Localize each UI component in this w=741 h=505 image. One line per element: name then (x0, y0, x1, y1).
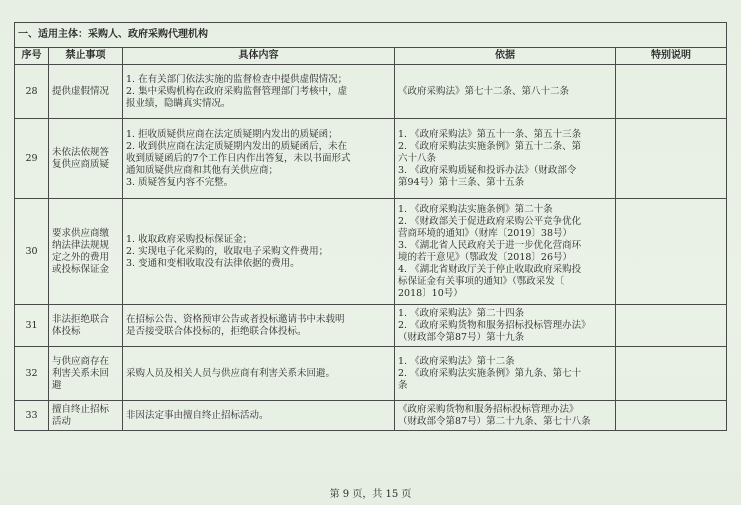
prohibited-item-line: 非法拒绝联合 (52, 313, 110, 325)
specific-content (123, 119, 395, 199)
special-note (616, 401, 727, 431)
specific-content-line: 非因法定事由擅自终止招标活动。 (126, 409, 269, 421)
legal-basis-line: 2. 《财政部关于促进政府采购公平竞争优化 (398, 215, 582, 227)
prohibition-table (14, 22, 727, 431)
specific-content (123, 65, 395, 119)
row-number: 33 (15, 401, 49, 431)
specific-content-line: 在招标公告、资格预审公告或者投标邀请书中未载明 (126, 313, 345, 325)
specific-content (123, 401, 395, 431)
legal-basis (395, 65, 616, 119)
prohibited-item (49, 119, 123, 199)
prohibited-item (49, 305, 123, 347)
prohibited-item-line: 要求供应商缴 (52, 227, 110, 239)
table-row (15, 401, 727, 431)
legal-basis-line: 2. 《政府采购法实施条例》第五十二条、第 (398, 140, 582, 152)
page-footer: 第 9 页，共 15 页 (329, 489, 412, 500)
specific-content-line: 是否接受联合体投标的，拒绝联合体投标。 (126, 325, 307, 337)
special-note (616, 347, 727, 401)
prohibited-item (49, 347, 123, 401)
specific-content-line: 2. 收到供应商在法定质疑期内发出的质疑函后，未在 (126, 140, 348, 152)
specific-content-line: 3. 质疑答复内容不完整。 (126, 176, 234, 188)
prohibited-item (49, 199, 123, 305)
specific-content-line: 1. 收取政府采购投标保证金； (126, 233, 253, 245)
specific-content (123, 199, 395, 305)
prohibited-item-line: 擅自终止招标 (52, 403, 110, 415)
legal-basis (395, 119, 616, 199)
table-row (15, 199, 727, 305)
header-basis: 依据 (395, 48, 616, 65)
legal-basis-line: 1. 《政府采购法》第五十一条、第五十三条 (398, 128, 582, 140)
legal-basis-line: 标保证金有关事项的通知》（鄂政采发〔 (398, 275, 565, 287)
legal-basis-line: （财政部令第87号）第二十九条、第七十八条 (398, 415, 591, 427)
specific-content-line: 2. 集中采购机构在政府采购监督管理部门考核中，虚 (126, 85, 348, 97)
prohibited-item-line: 与供应商存在 (52, 355, 110, 367)
row-number: 30 (15, 199, 49, 305)
table-row (15, 305, 727, 347)
legal-basis-line: （财政部令第87号）第十九条 (398, 331, 525, 343)
prohibited-item-line: 未依法依规答 (52, 146, 110, 158)
prohibited-item-line: 体投标 (52, 325, 81, 337)
legal-basis (395, 199, 616, 305)
prohibited-item-line: 避 (52, 379, 62, 391)
legal-basis-line: 六十八条 (398, 152, 437, 164)
specific-content-line: 通知质疑供应商和其他有关供应商； (126, 164, 279, 176)
prohibited-item-line: 定之外的费用 (52, 251, 110, 263)
legal-basis (395, 401, 616, 431)
header-content: 具体内容 (123, 48, 395, 65)
prohibited-item (49, 401, 123, 431)
prohibited-item-line: 提供虚假情况 (52, 85, 110, 97)
specific-content-line: 1. 拒收质疑供应商在法定质疑期内发出的质疑函； (126, 128, 338, 140)
section-title: 一、适用主体：采购人、政府采购代理机构 (15, 23, 727, 48)
legal-basis-line: 营商环境的通知》（财库〔2019〕38号） (398, 227, 573, 239)
row-number: 29 (15, 119, 49, 199)
prohibited-item-line: 利害关系未回 (52, 367, 110, 379)
specific-content-line: 3. 变通和变相收取没有法律依据的费用。 (126, 257, 300, 269)
specific-content (123, 347, 395, 401)
header-item: 禁止事项 (49, 48, 123, 65)
legal-basis-line: 1. 《政府采购法》第十二条 (398, 355, 515, 367)
legal-basis-line: 境的若干意见》（鄂政发〔2018〕26号） (398, 251, 573, 263)
legal-basis-line: 2. 《政府采购货物和服务招标投标管理办法》 (398, 319, 591, 331)
table-row (15, 65, 727, 119)
header-row (15, 48, 727, 65)
table-row (15, 119, 727, 199)
legal-basis-line: 条 (398, 379, 408, 391)
legal-basis-line: 3. 《政府采购质疑和投诉办法》（财政部令 (398, 164, 577, 176)
specific-content-line: 收到质疑函后的7个工作日内作出答复，未以书面形式 (126, 152, 351, 164)
legal-basis-line: 1. 《政府采购法》第二十四条 (398, 307, 525, 319)
legal-basis-line: 《政府采购货物和服务招标投标管理办法》 (398, 403, 579, 415)
prohibited-item (49, 65, 123, 119)
legal-basis-line: 3. 《湖北省人民政府关于进一步优化营商环 (398, 239, 582, 251)
legal-basis-line: 2018〕10号） (398, 287, 463, 299)
special-note (616, 65, 727, 119)
row-number: 31 (15, 305, 49, 347)
legal-basis-line: 1. 《政府采购法实施条例》第二十条 (398, 203, 553, 215)
specific-content-line: 采购人员及相关人员与供应商有利害关系未回避。 (126, 367, 336, 379)
legal-basis-line: 《政府采购法》第七十二条、第八十二条 (398, 85, 570, 97)
row-number: 28 (15, 65, 49, 119)
legal-basis-line: 4. 《湖北省财政厅关于停止收取政府采购投 (398, 263, 582, 275)
prohibited-item-line: 活动 (52, 415, 72, 427)
specific-content-line: 报业绩，隐瞒真实情况。 (126, 97, 231, 109)
special-note (616, 305, 727, 347)
legal-basis-line: 第94号）第十三条、第十五条 (398, 176, 525, 188)
section-title-row (15, 23, 727, 48)
specific-content-line: 2. 实现电子化采购的，收取电子采购文件费用； (126, 245, 329, 257)
special-note (616, 199, 727, 305)
legal-basis (395, 347, 616, 401)
specific-content (123, 305, 395, 347)
header-note: 特别说明 (616, 48, 727, 65)
specific-content-line: 1. 在有关部门依法实施的监督检查中提供虚假情况； (126, 73, 348, 85)
legal-basis-line: 2. 《政府采购法实施条例》第九条、第七十 (398, 367, 582, 379)
legal-basis (395, 305, 616, 347)
prohibited-item-line: 复供应商质疑 (52, 158, 110, 170)
row-number: 32 (15, 347, 49, 401)
header-num: 序号 (15, 48, 49, 65)
table-row (15, 347, 727, 401)
prohibited-item-line: 纳法律法规规 (52, 239, 110, 251)
prohibited-item-line: 或投标保证金 (52, 263, 110, 275)
special-note (616, 119, 727, 199)
